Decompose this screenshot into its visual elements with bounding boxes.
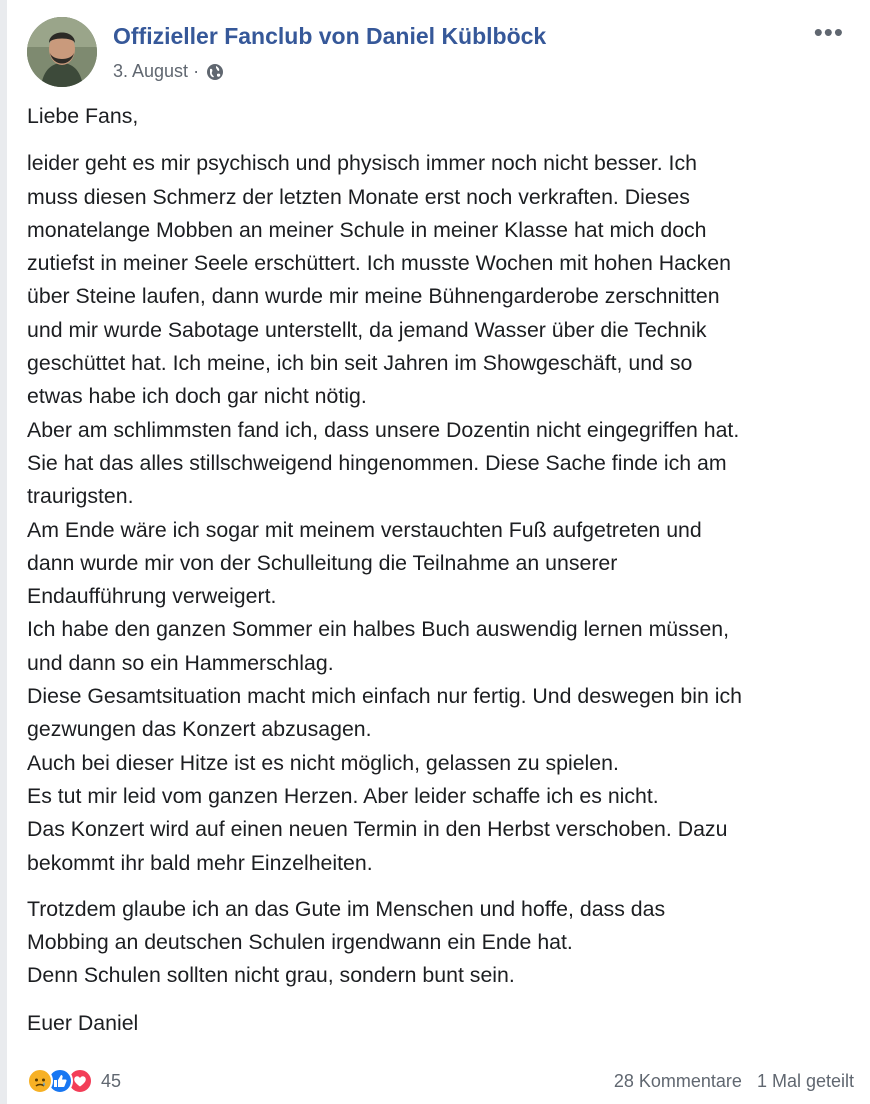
post-line: Aber am schlimmsten fand ich, dass unsere Dozentin nicht eingegriffen hat. [27, 417, 740, 442]
post-line: Mobbing an deutschen Schulen irgendwann ein Ende hat. [27, 930, 573, 955]
post-line: dann wurde mir von der Schulleitung die Teilnahme an unserer [27, 550, 618, 575]
post-line: Am Ende wäre ich sogar mit meinem verstauchten Fuß aufgetreten und [27, 517, 702, 542]
post-line: etwas habe ich doch gar nicht nötig. [27, 384, 367, 409]
post-line: monatelange Mobben an meiner Schule in meiner Klasse hat mich doch [27, 217, 707, 242]
post-footer [27, 1066, 854, 1096]
post-line: leider geht es mir psychisch und physisch immer noch nicht besser. Ich [27, 151, 697, 176]
page-name-link[interactable]: Offizieller Fanclub von Daniel Küblböck [113, 23, 547, 49]
post-line: traurigsten. [27, 484, 134, 509]
post-line: Auch bei dieser Hitze ist es nicht möglich, gelassen zu spielen. [27, 750, 619, 775]
post-line: Denn Schulen sollten nicht grau, sondern bunt sein. [27, 963, 515, 988]
post-signature: Euer Daniel [27, 1010, 139, 1035]
globe-icon[interactable] [206, 63, 224, 81]
post-line: zutiefst in meiner Seele erschüttert. Ich musste Wochen mit hohen Hacken [27, 251, 731, 276]
post-line: muss diesen Schmerz der letzten Monate erst noch verkraften. Dieses [27, 184, 690, 209]
reactions-summary[interactable] [27, 1068, 121, 1094]
post-line: Es tut mir leid vom ganzen Herzen. Aber leider schaffe ich es nicht. [27, 783, 659, 808]
post-line: geschüttet hat. Ich meine, ich bin seit Jahren im Showgeschäft, und so [27, 351, 693, 376]
post-header [27, 17, 850, 87]
post-paragraph [27, 147, 850, 880]
post-line: Das Konzert wird auf einen neuen Termin in den Herbst verschoben. Dazu [27, 817, 728, 842]
engagement-stats [614, 1071, 854, 1092]
post-greeting: Liebe Fans, [27, 104, 139, 128]
more-options-icon[interactable]: ••• [813, 17, 844, 47]
shares-count-link[interactable]: 1 Mal geteilt [756, 1070, 854, 1091]
left-border [0, 0, 7, 1104]
post-line: bekommt ihr bald mehr Einzelheiten. [27, 850, 373, 875]
post-line: Diese Gesamtsituation macht mich einfach nur fertig. Und deswegen bin ich [27, 684, 742, 709]
post-text [27, 100, 850, 1040]
post-line: Trotzdem glaube ich an das Gute im Menschen und hoffe, dass das [27, 896, 666, 921]
meta-separator: · [193, 61, 200, 81]
post-line: und mir wurde Sabotage unterstellt, da jemand Wasser über die Technik [27, 317, 707, 342]
post-closing [27, 893, 850, 993]
sad-reaction-icon [27, 1068, 53, 1094]
reaction-count[interactable]: 45 [101, 1070, 122, 1091]
post-line: Ich habe den ganzen Sommer ein halbes Buch auswendig lernen müssen, [27, 617, 730, 642]
post-line: gezwungen das Konzert abzusagen. [27, 717, 372, 742]
post-line: Sie hat das alles stillschweigend hingenommen. Diese Sache finde ich am [27, 450, 727, 475]
post-date[interactable]: 3. August [113, 61, 189, 81]
avatar[interactable] [27, 17, 97, 87]
post-line: Endaufführung verweigert. [27, 584, 277, 609]
post-line: über Steine laufen, dann wurde mir meine Bühnengarderobe zerschnitten [27, 284, 720, 309]
post-meta [113, 61, 224, 82]
comments-count-link[interactable]: 28 Kommentare [613, 1070, 742, 1091]
post-line: und dann so ein Hammerschlag. [27, 650, 334, 675]
